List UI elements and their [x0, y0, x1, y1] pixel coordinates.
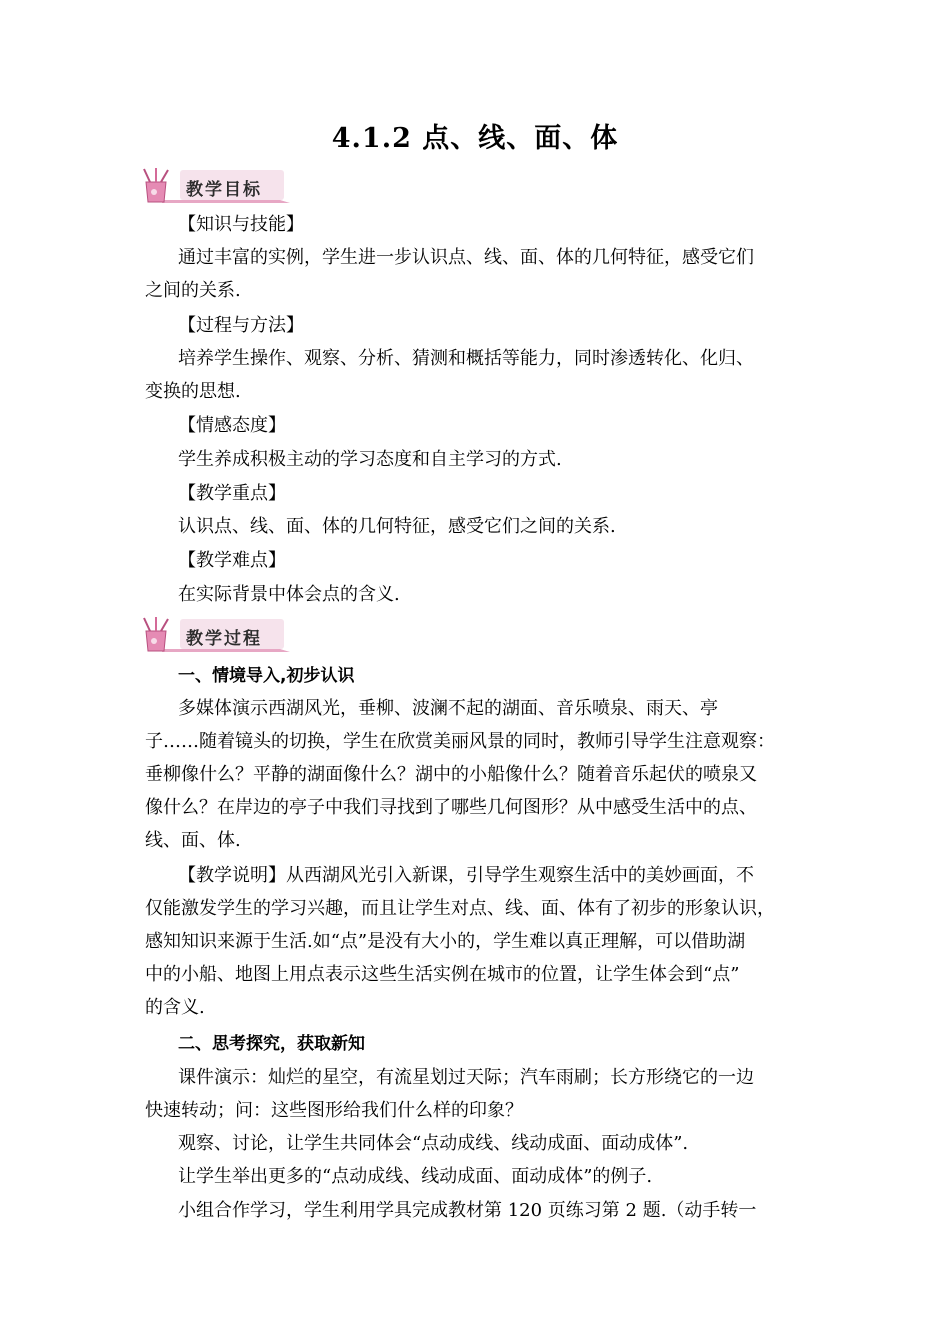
text-line: 感知知识来源于生活.如“点”是没有大小的，学生难以真正理解，可以借助湖 [145, 931, 746, 952]
text-line: 快速转动；问：这些图形给我们什么样的印象？ [145, 1100, 523, 1121]
text-line: 课件演示：灿烂的星空，有流星划过天际；汽车雨刷；长方形绕它的一边 [178, 1067, 754, 1088]
text-line: 观察、讨论，让学生共同体会“点动成线、线动成面、面动成体”. [178, 1133, 689, 1154]
text-line: 中的小船、地图上用点表示这些生活实例在城市的位置，让学生体会到“点” [145, 964, 740, 985]
heading-key-points: 【教学重点】 [178, 483, 286, 504]
text-line: 变换的思想. [145, 381, 241, 402]
badge-label: 教学目标 [186, 180, 262, 200]
text-line: 子……随着镜头的切换，学生在欣赏美丽风景的同时，教师引导学生注意观察： [145, 731, 775, 752]
page-title: 4.1.2 点、线、面、体 [331, 123, 619, 154]
text-line: 仅能激发学生的学习兴趣，而且让学生对点、线、面、体有了初步的形象认识， [145, 898, 775, 919]
section-heading-2: 二、思考探究，获取新知 [178, 1034, 365, 1054]
heading-attitude: 【情感态度】 [178, 415, 286, 436]
heading-method: 【过程与方法】 [178, 315, 304, 336]
section-badge-process [140, 615, 290, 655]
text-line: 小组合作学习，学生利用学具完成教材第 120 页练习第 2 题.（动手转一 [178, 1200, 757, 1221]
text-line: 通过丰富的实例，学生进一步认识点、线、面、体的几何特征，感受它们 [178, 247, 754, 268]
text-line: 让学生举出更多的“点动成线、线动成面、面动成体”的例子. [178, 1166, 653, 1187]
badge-label: 教学过程 [186, 629, 262, 649]
text-line: 认识点、线、面、体的几何特征，感受它们之间的关系. [178, 516, 616, 537]
text-line: 【教学说明】从西湖风光引入新课，引导学生观察生活中的美妙画面，不 [178, 865, 754, 886]
text-line: 的含义. [145, 997, 205, 1018]
text-line: 线、面、体. [145, 830, 241, 851]
heading-knowledge: 【知识与技能】 [178, 214, 304, 235]
text-line: 多媒体演示西湖风光，垂柳、波澜不起的湖面、音乐喷泉、雨天、亭 [178, 698, 718, 719]
text-line: 垂柳像什么？平静的湖面像什么？湖中的小船像什么？随着音乐起伏的喷泉又 [145, 764, 757, 785]
text-line: 像什么？在岸边的亭子中我们寻找到了哪些几何图形？从中感受生活中的点、 [145, 797, 757, 818]
section-heading-1: 一、情境导入,初步认识 [178, 666, 355, 686]
section-badge-goals [140, 166, 290, 206]
heading-difficulty: 【教学难点】 [178, 550, 286, 571]
text-line: 培养学生操作、观察、分析、猜测和概括等能力，同时渗透转化、化归、 [178, 348, 754, 369]
text-line: 在实际背景中体会点的含义. [178, 584, 400, 605]
text-line: 学生养成积极主动的学习态度和自主学习的方式. [178, 449, 562, 470]
text-line: 之间的关系. [145, 280, 241, 301]
